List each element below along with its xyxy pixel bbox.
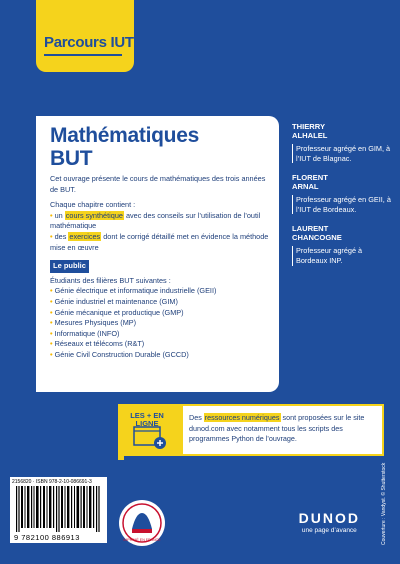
author-desc: Professeur agrégé en GIM, à l’IUT de Blagnac. bbox=[292, 144, 392, 163]
publisher-tagline: une page d’avance bbox=[301, 527, 357, 534]
author-name: THIERRY ALHALEL bbox=[292, 122, 328, 140]
barcode-block bbox=[10, 477, 107, 543]
list-item: • Informatique (INFO) bbox=[50, 328, 120, 338]
intro-text: Cet ouvrage présente le cours de mathématiques des trois années de BUT. bbox=[50, 174, 266, 194]
book-title bbox=[50, 124, 199, 170]
public-label: Le public bbox=[50, 260, 89, 273]
seal-text: IMPRIMÉ EN FRANCE bbox=[123, 538, 161, 542]
author-desc: Professeur agrégé à Bordeaux INP. bbox=[292, 246, 392, 265]
highlight-exercices: exercices bbox=[69, 231, 101, 241]
series-tab bbox=[36, 0, 134, 72]
chapter-bullet-1: • un cours synthétique avec des conseils sur l’utilisation de l’outil mathématique bbox=[50, 210, 261, 231]
online-extras-text: Des ressources numériques sont proposées sur le site dunod.com avec notamment tous les scripts des programmes Python de l’ouvrage. bbox=[189, 413, 365, 443]
series-label: Parcours IUT bbox=[44, 34, 134, 51]
online-extras-badge bbox=[123, 406, 183, 454]
bullet-marker: • bbox=[50, 231, 53, 241]
publisher-logo bbox=[299, 510, 360, 534]
author-desc: Professeur agrégé en GEII, à l’IUT de Bordeaux. bbox=[292, 195, 392, 214]
isbn-header: 2156820 · ISBN 978-2-10-086691-3 bbox=[12, 479, 92, 485]
author-3 bbox=[292, 224, 392, 265]
online-screen-icon bbox=[133, 426, 169, 450]
public-intro: Étudiants des filières BUT suivantes : bbox=[50, 275, 171, 285]
title-line-2: BUT bbox=[50, 147, 93, 170]
list-item: • Génie Civil Construction Durable (GCCD) bbox=[50, 349, 189, 359]
bullet-marker: • bbox=[50, 210, 53, 220]
highlight-ressources: ressources numériques bbox=[204, 413, 280, 422]
author-2 bbox=[292, 173, 392, 214]
field-list bbox=[50, 286, 272, 360]
imprime-en-france-seal bbox=[118, 499, 166, 547]
list-item: • Réseaux et télécoms (R&T) bbox=[50, 339, 145, 349]
author-1 bbox=[292, 122, 392, 163]
list-item: • Mesures Physiques (MP) bbox=[50, 318, 137, 328]
barcode-icon bbox=[16, 486, 102, 532]
isbn-number: 9 782100 886913 bbox=[14, 533, 80, 542]
author-name: FLORENT ARNAL bbox=[292, 173, 328, 192]
list-item: • Génie industriel et maintenance (GIM) bbox=[50, 296, 178, 306]
list-item: • Génie électrique et informatique industrielle (GEII) bbox=[50, 286, 217, 296]
series-underline bbox=[44, 54, 122, 56]
description-card bbox=[36, 116, 279, 392]
online-extras-box bbox=[121, 404, 384, 456]
publisher-name: DUNOD bbox=[298, 510, 360, 526]
online-extras-title: LES + EN LIGNE bbox=[130, 411, 164, 428]
chapter-bullet-2: • des exercices dont le corrigé détaillé met en évidence la méthode mise en œuvre bbox=[50, 231, 269, 252]
authors-column bbox=[292, 122, 392, 276]
title-line-1: Mathématiques bbox=[50, 124, 199, 147]
highlight-cours: cours synthétique bbox=[65, 210, 123, 220]
cover-credit: Couverture : Vandyst. © Shutterstock bbox=[381, 462, 387, 545]
list-item: • Génie mécanique et productique (GMP) bbox=[50, 307, 184, 317]
card-body bbox=[50, 174, 272, 361]
chapter-intro: Chaque chapitre contient : bbox=[50, 200, 136, 210]
author-name: LAURENT CHANCOGNE bbox=[292, 224, 342, 243]
